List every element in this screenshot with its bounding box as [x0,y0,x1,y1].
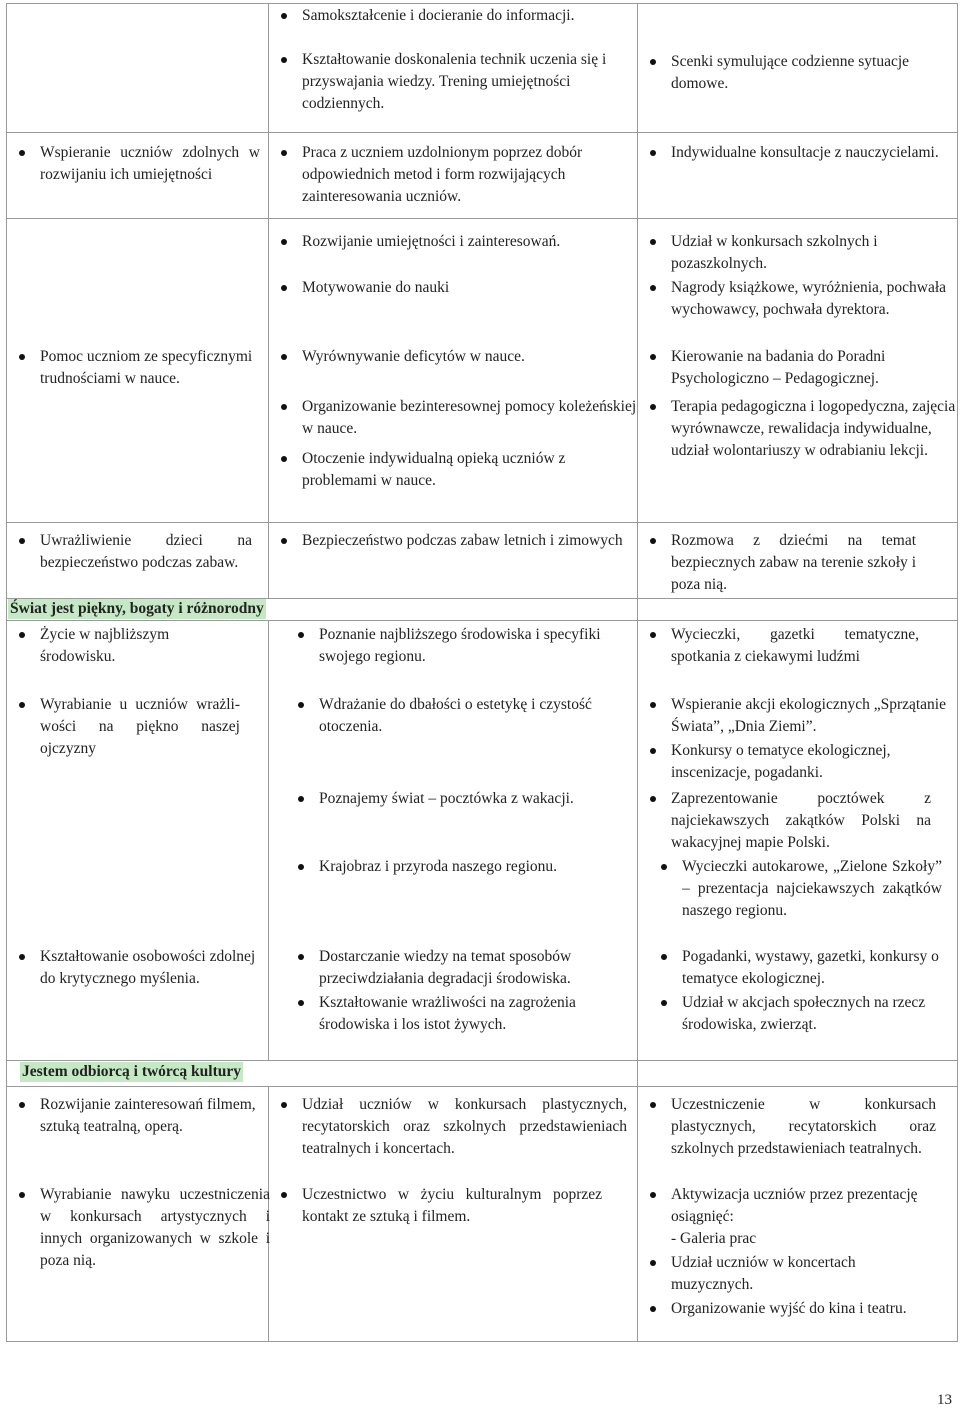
list-item: Udział uczniów w konkursach plastycznych, recytatorskich oraz szkolnych przedstawieniach teatralnych i koncertach. [276,1094,627,1160]
row-divider-5 [6,620,958,621]
section-heading: Świat jest piękny, bogaty i różnorodny [10,600,264,617]
list-item: Bezpieczeństwo podczas zabaw letnich i zimowych [276,530,632,552]
list-item: Poznanie najbliższego środowiska i specyfiki swojego regionu. [293,624,619,668]
list-item: Rozmowa z dziećmi na temat bezpiecznych zabaw na terenie szkoły i poza nią. [645,530,916,596]
list-item: Terapia pedagogiczna i logopedyczna, zajęcia wyrównawcze, rewalidacja indywidualne, udział wolontariuszy w odrabianiu lekcji. [645,396,956,462]
list-item: Kierowanie na badania do Poradni Psychologiczno – Pedagogicznej. [645,346,951,390]
list-item: Wyrabianie u uczniów wrażli-wości na piękno naszej ojczyzny [14,694,240,760]
list-item: Nagrody książkowe, wyróżnienia, pochwała wychowawcy, pochwała dyrektora. [645,277,956,321]
list-item: Pomoc uczniom ze specyficznymi trudnościami w nauce. [14,346,270,390]
list-item: Wdrażanie do dbałości o estetykę i czystość otoczenia. [293,694,619,738]
list-item: Wyrównywanie deficytów w nauce. [276,346,642,368]
list-item: Praca z uczniem uzdolnionym poprzez dobór odpowiednich metod i form rozwijających zainteresowania uczniów. [276,142,642,208]
list-item: Motywowanie do nauki [276,277,642,299]
row-divider-2 [6,218,958,219]
row-divider-3 [6,522,958,523]
list-item: Życie w najbliższym środowisku. [14,624,240,668]
list-item: Udział uczniów w koncertach muzycznych. [645,1252,936,1296]
row-divider-6 [6,1060,958,1061]
list-item: Wyrabianie nawyku uczestniczenia w konkursach artystycznych i innych organizowanych w szkole i poza nią. [14,1184,270,1272]
list-item: Wspieranie akcji ekologicznych „Sprzątanie Świata”, „Dnia Ziemi”. [645,694,960,738]
section-heading: Jestem odbiorcą i twórcą kultury [22,1063,241,1080]
list-item: Scenki symulujące codzienne sytuacje domowe. [645,51,951,95]
table-border-right [957,3,958,1342]
list-item-text: - Galeria prac [671,1230,757,1247]
list-item: Organizowanie wyjść do kina i teatru. [645,1298,926,1320]
list-item: Pogadanki, wystawy, gazetki, konkursy o tematyce ekologicznej. [656,946,960,990]
column-divider-1 [268,3,269,598]
list-item: Uczestniczenie w konkursach plastycznych, recytatorskich oraz szkolnych przedstawieniach teatralnych. [645,1094,936,1160]
list-item: Zaprezentowanie pocztówek z najciekawszych zakątków Polski na wakacyjnej mapie Polski. [645,788,931,854]
list-item: Udział w konkursach szkolnych i pozaszkolnych. [645,231,956,275]
list-item: Udział w akcjach społecznych na rzecz środowiska, zwierząt. [656,992,942,1036]
list-item: Wycieczki, gazetki tematyczne, spotkania z ciekawymi ludźmi [645,624,919,668]
list-item: Dostarczanie wiedzy na temat sposobów przeciwdziałania degradacji środowiska. [293,946,639,990]
list-item: Rozwijanie umiejętności i zainteresowań. [276,231,642,253]
list-item: Poznajemy świat – pocztówka z wakacji. [293,788,609,810]
list-item: Samokształcenie i docieranie do informacji. [276,5,642,27]
list-item: Kształtowanie wrażliwości na zagrożenia środowiska i los istot żywych. [293,992,609,1036]
table-border-left [6,3,7,1342]
list-item: Uczestnictwo w życiu kulturalnym poprzez kontakt ze sztuką i filmem. [276,1184,602,1228]
column-divider-1b [268,620,269,1060]
list-item: Wycieczki autokarowe, „Zielone Szkoły” – prezentacja najciekawszych zakątków naszego regionu. [656,856,942,922]
list-item: Otoczenie indywidualną opieką uczniów z problemami w nauce. [276,448,642,492]
page-number: 13 [937,1392,952,1408]
table-border-top [6,3,958,4]
list-item: Indywidualne konsultacje z nauczycielami. [645,142,941,164]
list-item: Aktywizacja uczniów przez prezentację osiągnięć: [645,1184,936,1228]
list-item: Kształtowanie osobowości zdolnej do krytycznego myślenia. [14,946,265,990]
row-divider-7 [6,1086,958,1087]
list-item: Organizowanie bezinteresownej pomocy koleżeńskiej w nauce. [276,396,642,440]
list-item: Krajobraz i przyroda naszego regionu. [293,856,654,878]
list-item: Rozwijanie zainteresowań filmem, sztuką teatralną, operą. [14,1094,258,1138]
list-item: Wspieranie uczniów zdolnych w rozwijaniu ich umiejętności [14,142,260,186]
row-divider-1 [6,132,958,133]
table-border-bottom [6,1341,958,1342]
list-item: Uwrażliwienie dzieci na bezpieczeństwo podczas zabaw. [14,530,252,574]
list-item: Konkursy o tematyce ekologicznej, inscenizacje, pogadanki. [645,740,960,784]
list-item: Kształtowanie doskonalenia technik uczenia się i przyswajania wiedzy. Trening umiejętności codziennych. [276,49,642,115]
